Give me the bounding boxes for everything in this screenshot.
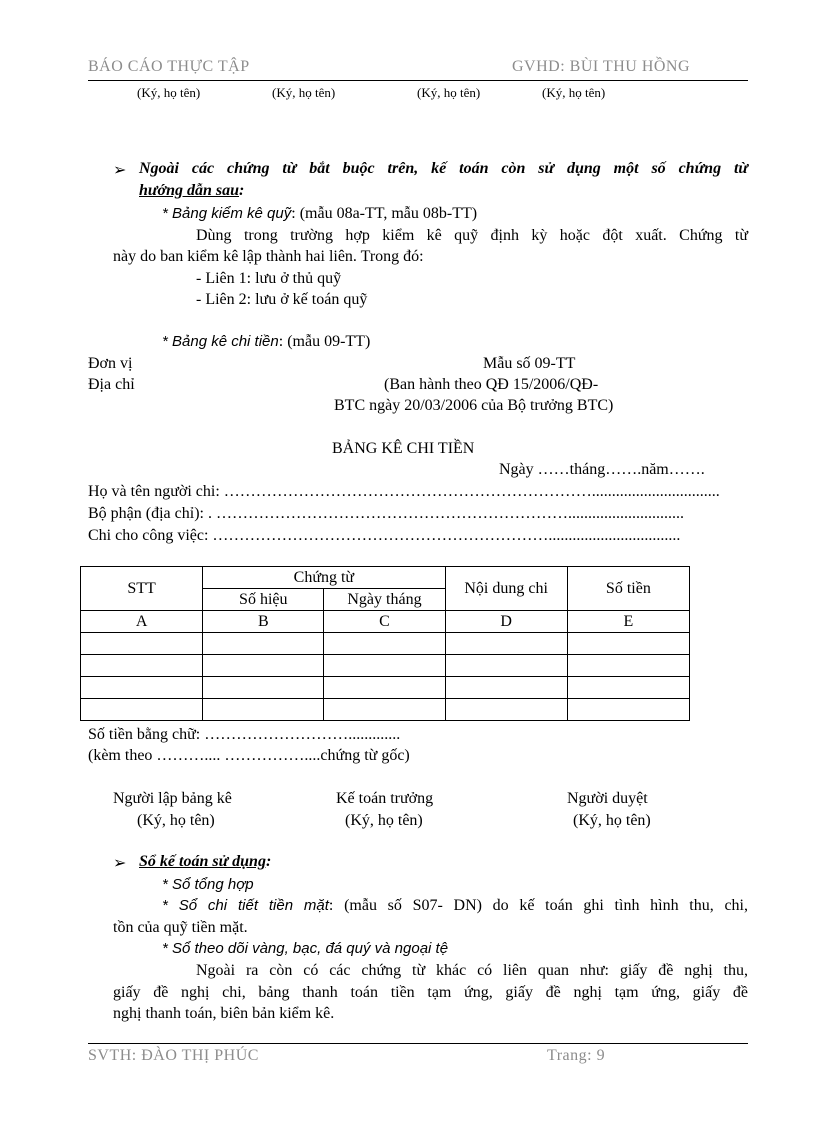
footer-page-number: Trang: 9	[547, 1047, 606, 1064]
form-don-vi: Đơn vị	[88, 355, 133, 372]
col-chung-tu: Chứng từ	[203, 567, 445, 589]
code-a: A	[81, 611, 203, 633]
item-so-chi-tiet-label: * Sổ chi tiết tiền mặt	[162, 897, 329, 914]
header-signature-2: (Ký, họ tên)	[272, 85, 336, 100]
form-title: BẢNG KÊ CHI TIỀN	[332, 440, 475, 457]
code-c: C	[324, 611, 445, 633]
header-title: BÁO CÁO THỰC TẬP	[88, 58, 250, 75]
item-bang-kiem-ke-quy	[162, 205, 477, 223]
para2-line3: nghị thanh toán, biên bản kiểm kê.	[113, 1005, 335, 1022]
code-d: D	[445, 611, 567, 633]
para1-line2: này do ban kiểm kê lập thành hai liên. Trong đó:	[113, 248, 424, 265]
code-b: B	[203, 611, 324, 633]
bullet-arrow-icon: ➢	[113, 162, 127, 179]
header-signature-3: (Ký, họ tên)	[417, 85, 481, 100]
table-row	[81, 677, 690, 699]
header-signature-1: (Ký, họ tên)	[137, 85, 201, 100]
signer-role-2: Kế toán trưởng	[336, 790, 434, 807]
signer-sign-1: (Ký, họ tên)	[137, 812, 215, 829]
table-row	[81, 655, 690, 677]
header-signature-4: (Ký, họ tên)	[542, 85, 606, 100]
col-ngay-thang: Ngày tháng	[324, 589, 445, 611]
item-bang-ke-chi-tien-rest: : (mẫu 09-TT)	[278, 333, 371, 350]
item-so-chi-tiet-tien-mat	[162, 897, 748, 915]
signer-role-1: Người lập bảng kê	[113, 790, 232, 807]
item-bang-kiem-ke-quy-rest: : (mẫu 08a-TT, mẫu 08b-TT)	[291, 205, 478, 222]
item-so-theo-doi-vang-bac: * Sổ theo dõi vàng, bạc, đá quý và ngoại tệ	[162, 940, 449, 957]
header-rule	[88, 80, 748, 81]
form-date-line: Ngày ……tháng…….năm…….	[499, 461, 705, 478]
col-stt: STT	[81, 567, 203, 611]
section1-heading-underlined: hướng dẫn sau	[139, 182, 239, 199]
item-bang-ke-chi-tien-label: * Bảng kê chi tiền	[162, 333, 279, 350]
col-so-tien: Số tiền	[567, 567, 689, 611]
signer-role-3: Người duyệt	[567, 790, 648, 807]
para1-line1: Dùng trong trường hợp kiểm kê quỹ định kỳ hoặc đột xuất. Chứng từ	[196, 227, 748, 244]
form-chi-cho-cong-viec: Chi cho công việc: ……………………………………………………….................................	[88, 527, 681, 544]
kem-theo: (kèm theo ……….... ……………....chứng từ gốc)	[88, 747, 410, 764]
item-bang-kiem-ke-quy-label: * Bảng kiểm kê quỹ	[162, 205, 292, 222]
section1-heading-line1: Ngoài các chứng từ bắt buộc trên, kế toán còn sử dụng một số chứng từ	[139, 160, 748, 177]
col-noi-dung-chi: Nội dung chi	[445, 567, 567, 611]
section2-heading-underlined: Sổ kế toán sử dụng	[139, 853, 266, 870]
section1-heading-colon: :	[239, 182, 245, 199]
form-mau-so: Mẫu số 09-TT	[483, 355, 576, 372]
signer-sign-3: (Ký, họ tên)	[573, 812, 651, 829]
form-ho-ten-nguoi-chi: Họ và tên người chi: ……………………………………………………………................................	[88, 483, 720, 500]
so-tien-bang-chu: Số tiền bằng chữ: ……………………….............	[88, 726, 401, 743]
footer-rule	[88, 1043, 748, 1044]
bang-ke-table	[80, 566, 690, 721]
item-so-chi-tiet-rest: : (mẫu số S07- DN) do kế toán ghi tình hình thu, chi,	[328, 897, 748, 914]
form-ban-hanh-2: BTC ngày 20/03/2006 của Bộ trưởng BTC)	[334, 397, 614, 414]
lien-2: - Liên 2: lưu ở kế toán quỹ	[196, 291, 368, 308]
form-dia-chi: Địa chỉ	[88, 376, 135, 393]
section2-heading	[139, 853, 271, 871]
table-row	[81, 633, 690, 655]
signer-sign-2: (Ký, họ tên)	[345, 812, 423, 829]
para2-line2: giấy đề nghị chi, bảng thanh toán tiền tạm ứng, giấy đề nghị tạm ứng, giấy đề	[113, 984, 748, 1001]
col-so-hieu: Số hiệu	[203, 589, 324, 611]
header-instructor: GVHD: BÙI THU HỒNG	[512, 58, 691, 75]
bullet-arrow-icon: ➢	[113, 855, 127, 872]
footer-student: SVTH: ĐÀO THỊ PHÚC	[88, 1047, 259, 1064]
section2-heading-colon: :	[265, 853, 272, 870]
code-e: E	[567, 611, 689, 633]
table-row	[81, 699, 690, 721]
section1-heading-line2	[139, 182, 244, 200]
form-ban-hanh-1: (Ban hành theo QĐ 15/2006/QĐ-	[384, 376, 599, 393]
item-bang-ke-chi-tien	[162, 333, 370, 351]
lien-1: - Liên 1: lưu ở thủ quỹ	[196, 270, 342, 287]
form-bo-phan: Bộ phận (địa chỉ): . ………………………………………………………….............................	[88, 505, 684, 522]
item-so-chi-tiet-line2: tồn của quỹ tiền mặt.	[113, 919, 248, 936]
item-so-tong-hop: * Sổ tổng hợp	[162, 876, 254, 893]
para2-line1: Ngoài ra còn có các chứng từ khác có liên quan như: giấy đề nghị thu,	[196, 962, 748, 979]
